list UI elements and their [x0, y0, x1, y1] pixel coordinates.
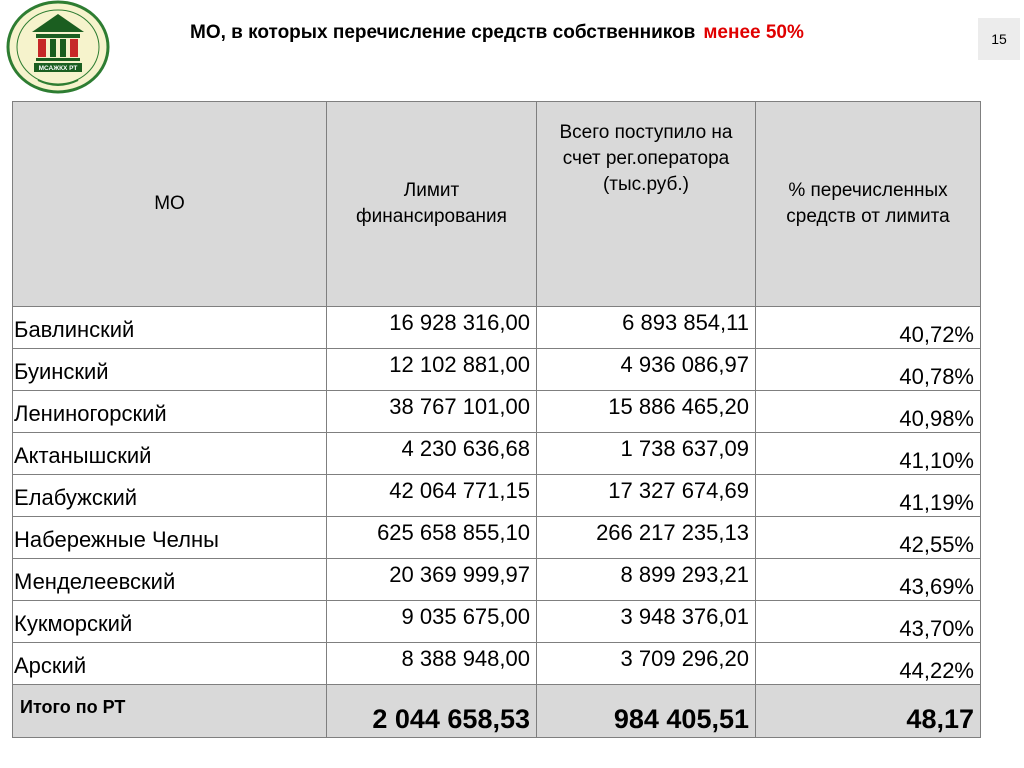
table-header-row	[13, 102, 981, 307]
cell-mo: Менделеевский	[13, 559, 327, 601]
table-total-row	[13, 685, 981, 738]
cell-percent: 40,72%	[756, 307, 981, 349]
total-percent: 48,17	[756, 685, 981, 738]
cell-percent: 42,55%	[756, 517, 981, 559]
cell-mo: Арский	[13, 643, 327, 685]
cell-limit: 42 064 771,15	[327, 475, 537, 517]
cell-received: 8 899 293,21	[537, 559, 756, 601]
total-label: Итого по РТ	[13, 685, 327, 738]
column-header-limit: Лимит финансирования	[327, 102, 537, 307]
cell-limit: 20 369 999,97	[327, 559, 537, 601]
cell-percent: 43,70%	[756, 601, 981, 643]
table-row	[13, 475, 981, 517]
cell-percent: 40,98%	[756, 391, 981, 433]
column-header-mo: МО	[13, 102, 327, 307]
cell-percent: 40,78%	[756, 349, 981, 391]
cell-received: 4 936 086,97	[537, 349, 756, 391]
logo-caption: МСАЖКХ РТ	[38, 65, 78, 72]
cell-received: 266 217 235,13	[537, 517, 756, 559]
cell-received: 3 709 296,20	[537, 643, 756, 685]
page-number: 15	[978, 18, 1020, 60]
cell-received: 15 886 465,20	[537, 391, 756, 433]
cell-mo: Елабужский	[13, 475, 327, 517]
cell-limit: 4 230 636,68	[327, 433, 537, 475]
municipalities-table	[12, 101, 981, 738]
cell-received: 6 893 854,11	[537, 307, 756, 349]
cell-limit: 16 928 316,00	[327, 307, 537, 349]
table-row	[13, 643, 981, 685]
cell-percent: 41,19%	[756, 475, 981, 517]
page-title	[190, 22, 804, 44]
column-header-percent: % перечисленных средств от лимита	[756, 102, 981, 307]
cell-percent: 44,22%	[756, 643, 981, 685]
cell-mo: Лениногорский	[13, 391, 327, 433]
table-row	[13, 307, 981, 349]
cell-received: 17 327 674,69	[537, 475, 756, 517]
table-row	[13, 559, 981, 601]
cell-mo: Бавлинский	[13, 307, 327, 349]
total-received: 984 405,51	[537, 685, 756, 738]
ministry-logo	[4, 0, 112, 96]
total-limit: 2 044 658,53	[327, 685, 537, 738]
table-row	[13, 517, 981, 559]
page-title-main: МО, в которых перечисление средств собственников	[190, 22, 696, 43]
cell-mo: Актанышский	[13, 433, 327, 475]
table-row	[13, 391, 981, 433]
cell-mo: Кукморский	[13, 601, 327, 643]
column-header-received: Всего поступило на счет рег.оператора (тыс.руб.)	[537, 102, 756, 307]
cell-limit: 8 388 948,00	[327, 643, 537, 685]
cell-mo: Набережные Челны	[13, 517, 327, 559]
cell-percent: 43,69%	[756, 559, 981, 601]
page-title-accent: менее 50%	[703, 22, 804, 43]
cell-percent: 41,10%	[756, 433, 981, 475]
cell-mo: Буинский	[13, 349, 327, 391]
table-row	[13, 601, 981, 643]
cell-received: 1 738 637,09	[537, 433, 756, 475]
cell-limit: 38 767 101,00	[327, 391, 537, 433]
cell-limit: 12 102 881,00	[327, 349, 537, 391]
table-row	[13, 433, 981, 475]
cell-limit: 625 658 855,10	[327, 517, 537, 559]
table-row	[13, 349, 981, 391]
cell-received: 3 948 376,01	[537, 601, 756, 643]
cell-limit: 9 035 675,00	[327, 601, 537, 643]
